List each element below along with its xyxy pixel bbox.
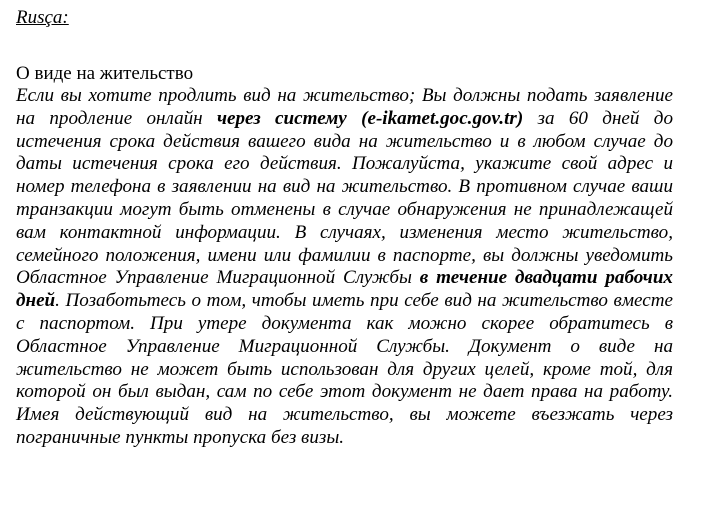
paragraph-bold-system: через систему (e-ikamet.goc.gov.tr) [217, 107, 524, 129]
language-label: Rusça: [16, 7, 69, 28]
body-paragraph [16, 85, 673, 450]
paragraph-text-1: Если вы хотите продлить вид на жительство; Вы должны подать заявление на продление онлайн [16, 85, 673, 129]
paragraph-text-2: за 60 дней до истечения срока действия вашего вида на жительство и в любом случае до даты истечения срока его действия. Пожалуйста, укажите свой адрес и номер телефона в заявлении на вид на жительство. В противном случае ваши транзакции могут быть отменены в случае обнаружения не принадлежащей вам контактной информации. В случаях, изменения место жительство, семейного положения, имени или фамилии в паспорте, вы должны уведомить Областное Управление Миграционной Службы [16, 107, 673, 289]
document-page [16, 6, 673, 450]
spacer [16, 30, 673, 62]
section-heading: О виде на жительство [16, 63, 194, 84]
paragraph-bold-deadline: в течение двадцати рабочих дней [16, 267, 673, 312]
paragraph-text-3: . Позаботьтесь о том, чтобы иметь при себе вид на жительство вместе с паспортом. При утере документа как можно скорее обратитесь в Областное Управление Миграционной Службы. Документ о виде на жительство не может быть использован для других целей, кроме той, для которой он был выдан, сам по себе этот документ не дает права на работу. Имея действующий вид на жительство, вы можете въезжать через пограничные пункты пропуска без визы. [16, 290, 673, 448]
